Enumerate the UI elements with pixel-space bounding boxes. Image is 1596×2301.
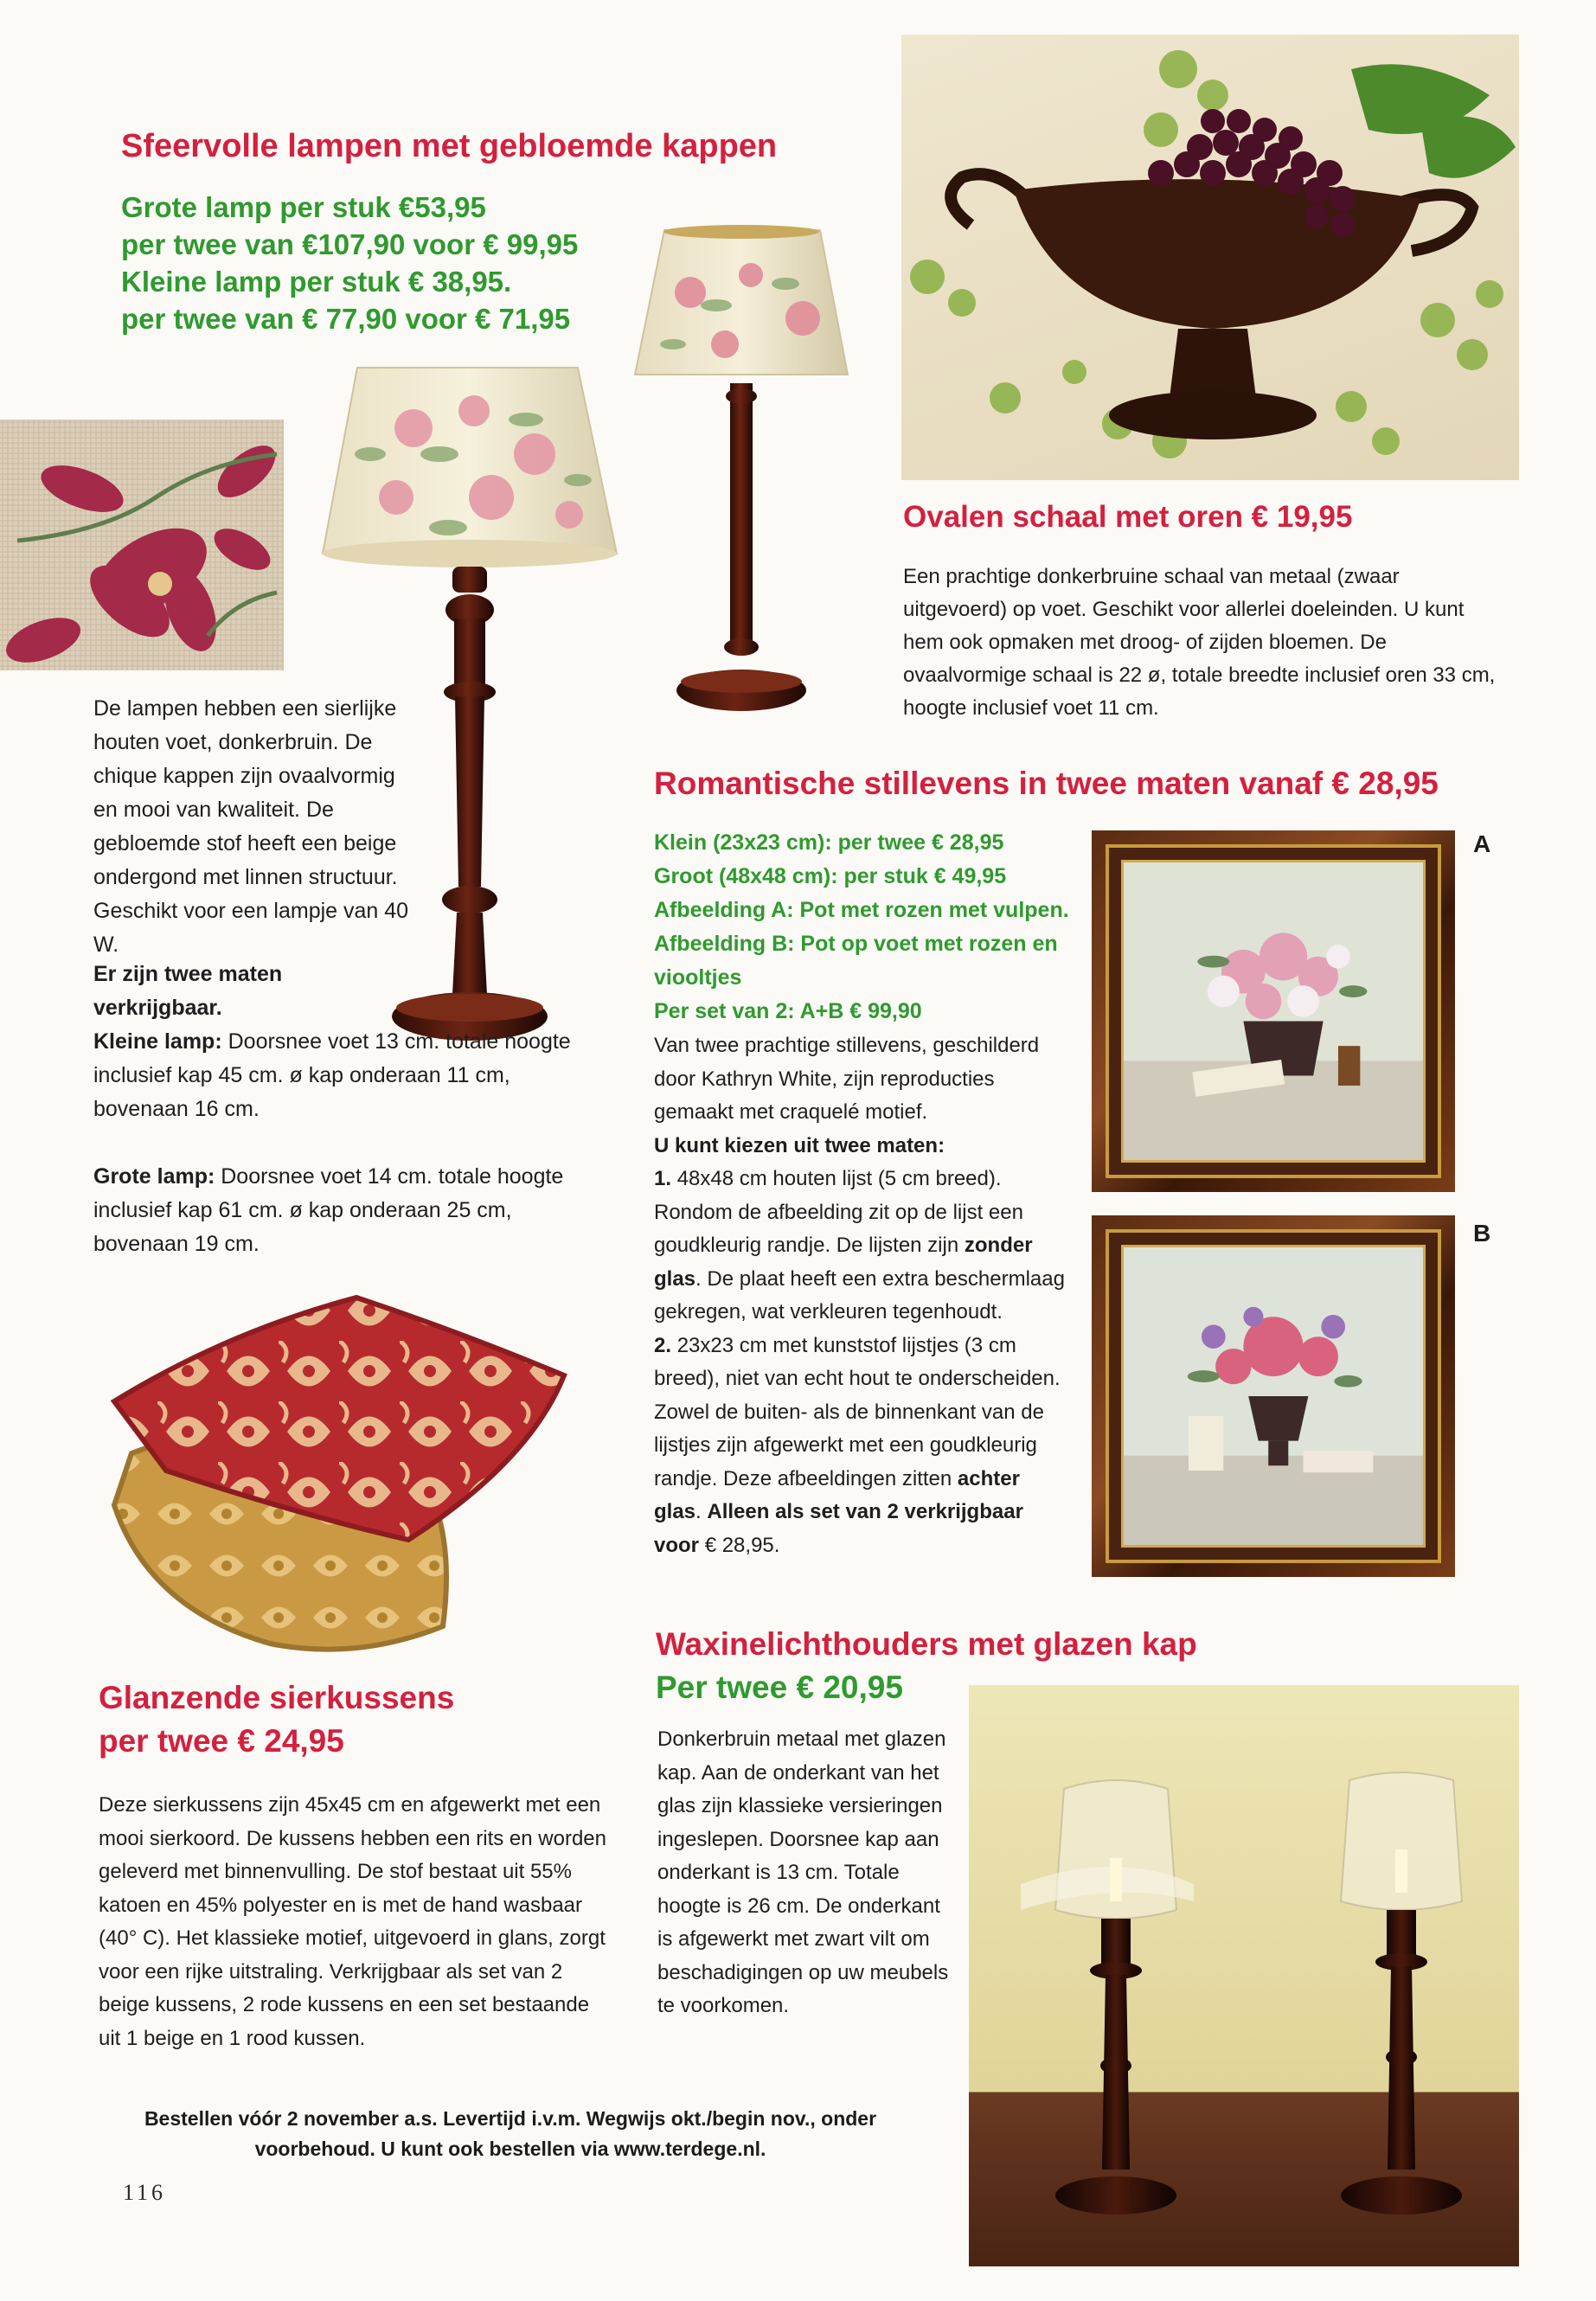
option-1-text: 48x48 cm houten lijst (5 cm breed). Rondom de afbeelding zit op de lijst een goudkleurig randje. De lijsten zijn [654, 1167, 1023, 1257]
bowl-title: Ovalen schaal met oren € 19,95 [903, 500, 1353, 534]
option-2-text-mid: . [695, 1500, 702, 1523]
small-lamp-image [630, 223, 855, 725]
cushions-title-line: Glanzende sierkussens [99, 1680, 455, 1715]
stillevens-image-note: Afbeelding A: Pot met rozen met vulpen. Afbeelding B: Pot op voet met rozen en viooltjes [654, 898, 1069, 990]
lamps-desc-text: De lampen hebben een sierlijke houten voet, donkerbruin. De chique kappen zijn ovaalvormig en mooi van kwaliteit. De gebloemde stof heeft een beige ondergond met linnen structuur. Geschikt voor een lampje van 40 W. [93, 696, 409, 957]
lamps-price-line: Grote lamp per stuk €53,95 [121, 191, 486, 223]
stillevens-prices [654, 826, 1069, 1029]
option-2-number: 2. [654, 1333, 672, 1357]
stillevens-choose: U kunt kiezen uit twee maten: [654, 1133, 945, 1157]
painting-b-frame [1092, 1215, 1455, 1577]
stillevens-intro: Van twee prachtige stillevens, geschilderd door Kathryn White, zijn reproducties gemaakt met craquelé motief. [654, 1034, 1040, 1124]
lamps-description [93, 692, 422, 962]
lamps-sizes-heading: Er zijn twee maten verkrijgbaar. [93, 962, 283, 1020]
bowl-photo [901, 35, 1519, 480]
candles-description: Donkerbruin metaal met glazen kap. Aan de onderkant van het glas zijn klassieke versieringen ingeslepen. Doorsnee kap aan onderkant is 13 cm. Totale hoogte is 26 cm. De onderkant is afgewerkt met zwart vilt om beschadigingen op uw meubels te voorkomen. [657, 1727, 949, 2017]
small-lamp-text: Doorsnee voet 13 cm. totale hoogte inclusief kap 45 cm. ø kap onderaan 11 cm, bovenaan 16 cm. [93, 1029, 571, 1121]
painting-b-image [1121, 1245, 1426, 1548]
option-2-text: 23x23 cm met kunststof lijstjes (3 cm breed), niet van echt hout te onderscheiden. Zowel de buiten- als de binnenkant van de lijstjes zijn afgewerkt met een goudkleurig randje. Deze afbeeldingen zitten [654, 1333, 1061, 1490]
small-lamp-label: Kleine lamp: [93, 1029, 222, 1054]
painting-a-label: A [1473, 830, 1491, 857]
painting-b-label: B [1473, 1220, 1491, 1247]
painting-a-frame [1092, 830, 1455, 1192]
lamps-large-spec [93, 1160, 588, 1261]
stillevens-title: Romantische stillevens in twee maten vanaf € 28,95 [654, 766, 1439, 801]
stillevens-set-price: Per set van 2: A+B € 99,90 [654, 999, 922, 1023]
option-2-bold-set: Alleen als set van 2 verkrijgbaar voor [654, 1500, 1023, 1557]
candles-title: Waxinelichthouders met glazen kap [656, 1626, 1197, 1662]
lamps-price-line: per twee van €107,90 voor € 99,95 [121, 228, 579, 260]
page-number: 116 [123, 2180, 167, 2205]
option-1-bold: zonder glas [654, 1234, 1033, 1291]
candle-holders-photo [969, 1685, 1519, 2266]
option-1-text-end: . De plaat heeft een extra beschermlaag gekregen, wat verkleuren tegenhoudt. [654, 1266, 1065, 1324]
large-lamp-label: Grote lamp: [93, 1164, 215, 1189]
cushions-image [97, 1280, 581, 1661]
lamps-small-spec [93, 1025, 588, 1126]
stillevens-option-2 [654, 1330, 1067, 1563]
lamps-title: Sfeervolle lampen met gebloemde kappen [121, 128, 778, 164]
cushions-price-line: per twee € 24,95 [99, 1723, 344, 1759]
bowl-description: Een prachtige donkerbruine schaal van metaal (zwaar uitgevoerd) op voet. Geschikt voor allerlei doeleinden. U kunt hem ook opmaken met droog- of zijden bloemen. De ovaalvormige schaal is 22 ø, totale breedte inclusief oren 33 cm, hoogte inclusief voet 11 cm. [903, 565, 1496, 720]
lamps-prices [121, 189, 578, 337]
lamps-price-line: per twee van € 77,90 voor € 71,95 [121, 303, 571, 335]
fabric-swatch-image [0, 420, 284, 670]
order-notice [104, 2104, 917, 2164]
option-1-number: 1. [654, 1167, 672, 1190]
stillevens-price-line: Klein (23x23 cm): per twee € 28,95 [654, 830, 1004, 855]
large-lamp-text: Doorsnee voet 14 cm. totale hoogte inclusief kap 61 cm. ø kap onderaan 25 cm, bovenaan 19 cm. [93, 1164, 564, 1256]
stillevens-price-line: Groot (48x48 cm): per stuk € 49,95 [654, 864, 1007, 888]
option-2-price: € 28,95. [704, 1533, 780, 1557]
candles-price: Per twee € 20,95 [656, 1670, 903, 1705]
painting-a-image [1121, 860, 1426, 1163]
stillevens-option-1 [654, 1163, 1067, 1330]
order-notice-line: voorbehoud. U kunt ook bestellen via www.terdege.nl. [254, 2138, 766, 2160]
cushions-title [99, 1676, 454, 1763]
order-notice-line: Bestellen vóór 2 november a.s. Levertijd i.v.m. Wegwijs okt./begin nov., onder [144, 2107, 877, 2130]
cushions-description: Deze sierkussens zijn 45x45 cm en afgewerkt met een mooi sierkoord. De kussens hebben een rits en worden geleverd met binnenvulling. De stof bestaat uit 55% katoen en 45% polyester en is met de hand wasbaar (40° C). Het klassieke motief, uitgevoerd in glans, zorgt voor een rijke uitstraling. Verkrijgbaar als set van 2 beige kussens, 2 rode kussens en een set bestaande uit 1 beige en 1 rood kussen. [99, 1793, 606, 2050]
option-2-bold: achter glas [654, 1466, 1020, 1523]
lamps-price-line: Kleine lamp per stuk € 38,95. [121, 266, 512, 298]
stillevens-text [654, 1029, 1067, 1562]
